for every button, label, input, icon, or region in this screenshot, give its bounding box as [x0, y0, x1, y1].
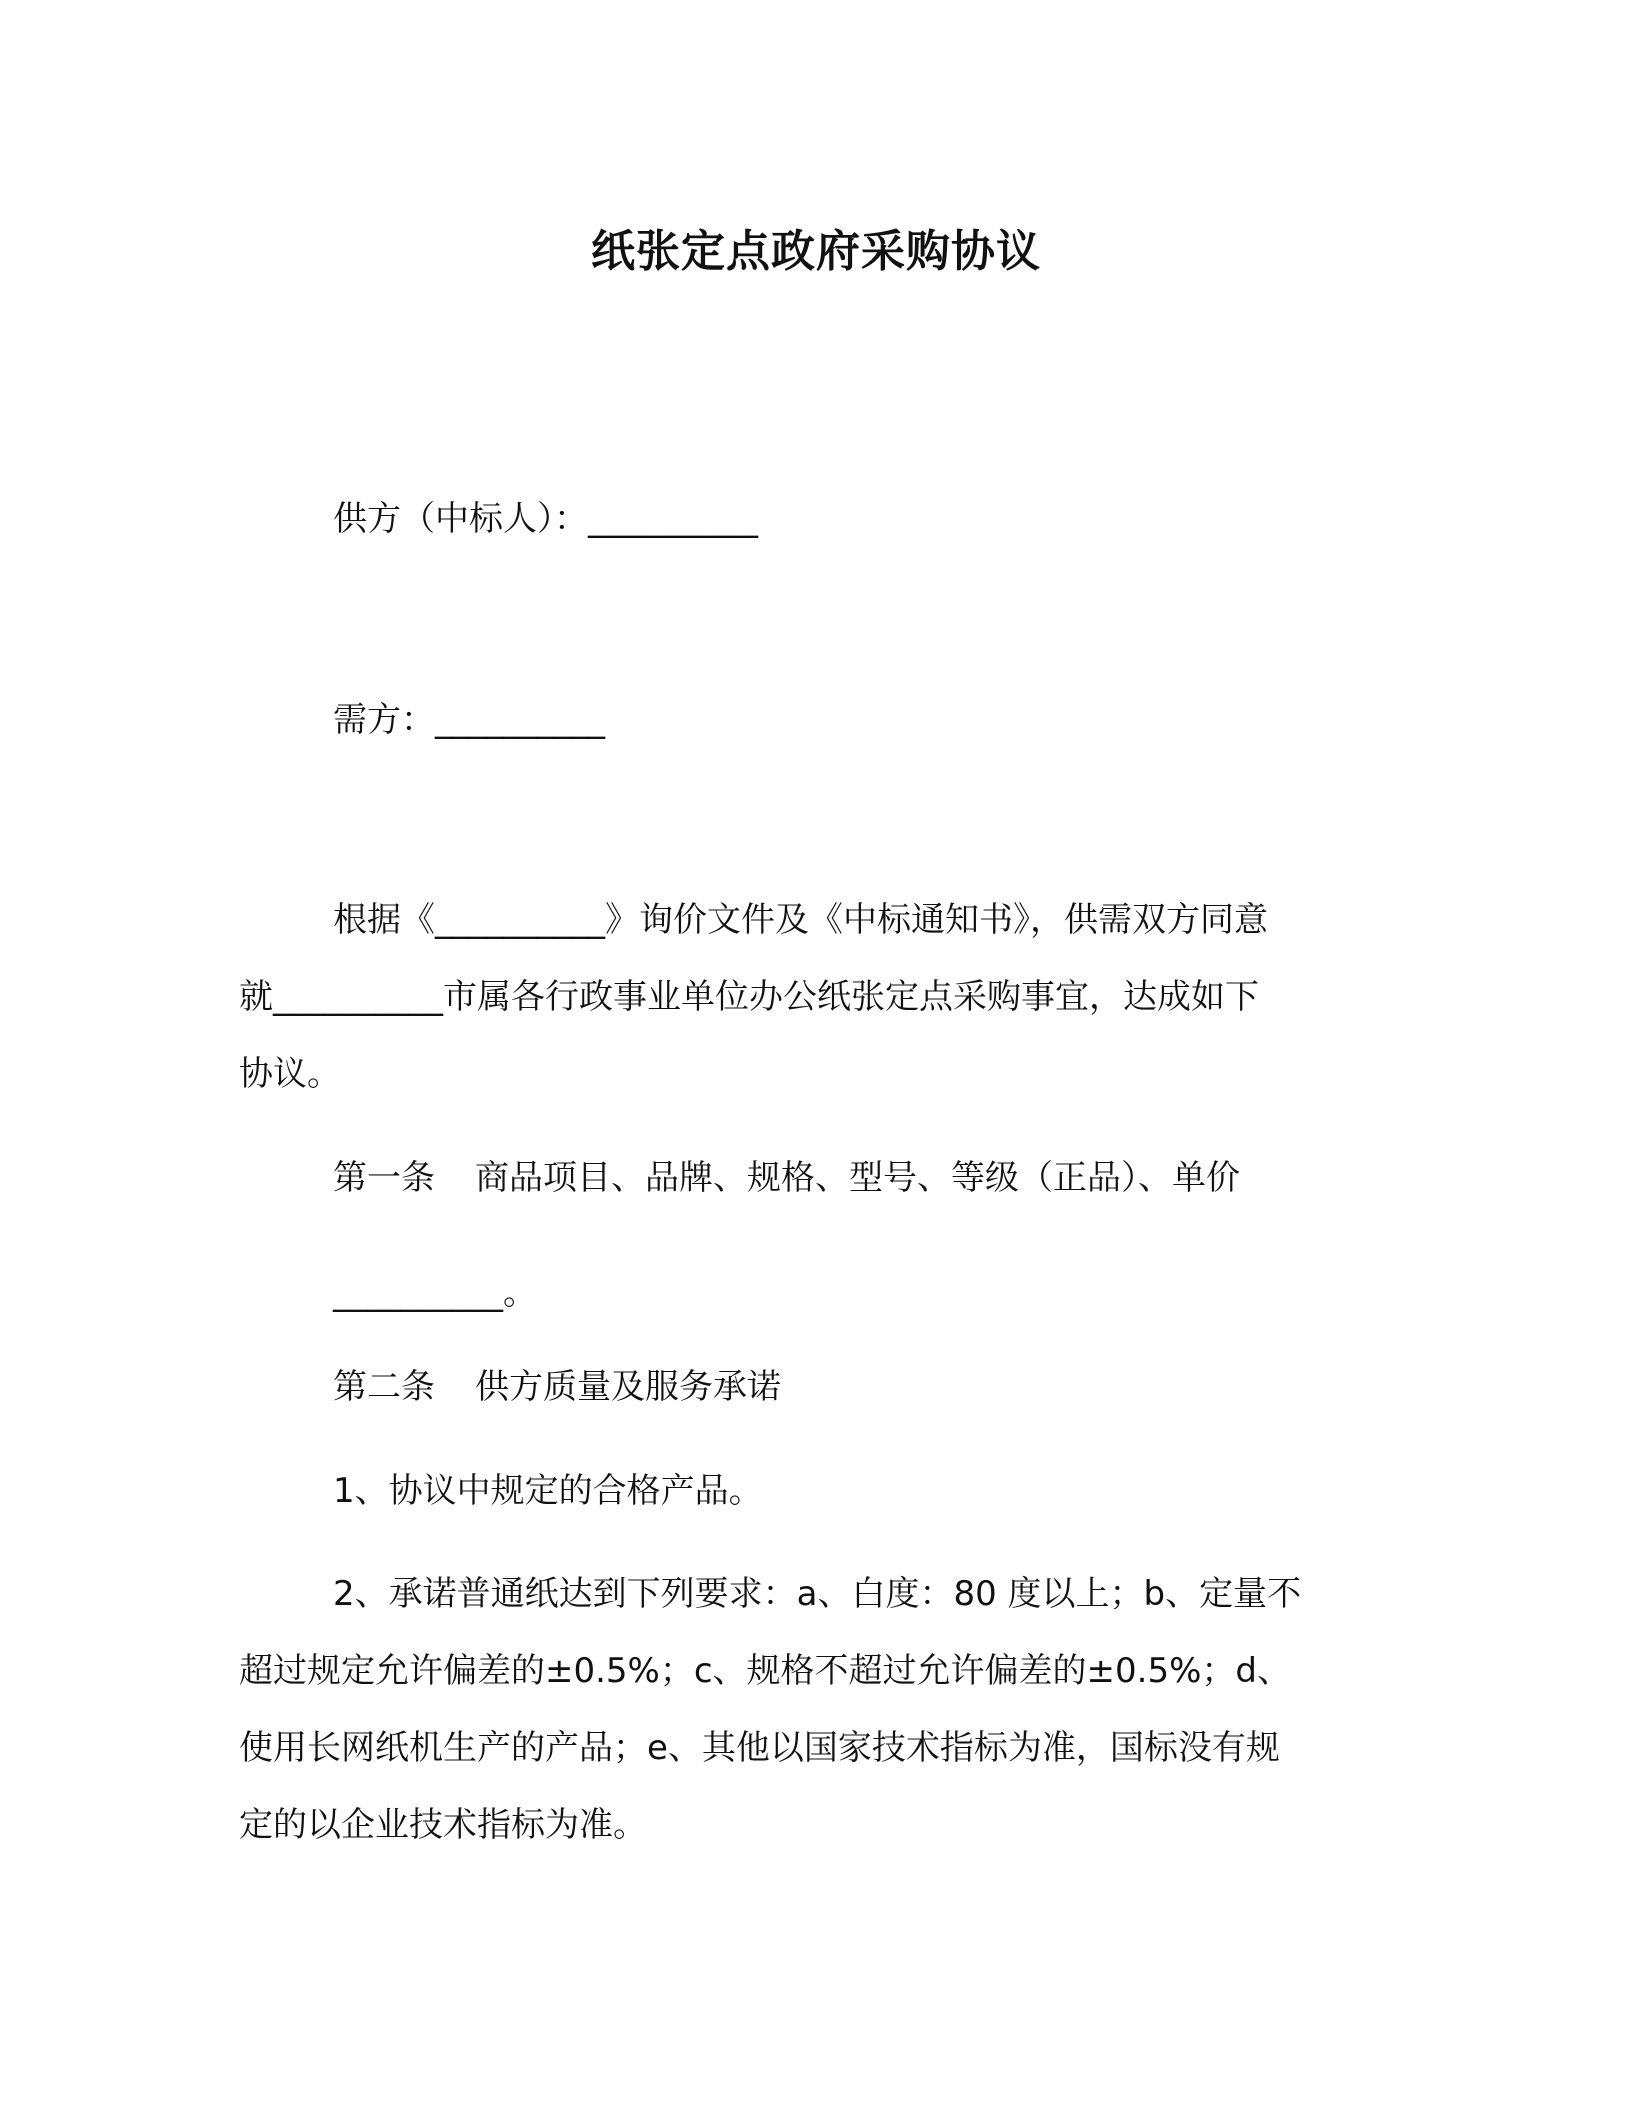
article-1-heading: [333, 1153, 1240, 1203]
article-2-item-1: 1、协议中规定的合格产品。: [333, 1471, 763, 1511]
article-2-number: 第二条: [333, 1367, 435, 1407]
article-1-number: 第一条: [333, 1158, 435, 1198]
article-2-item-2-line-4: 定的以企业技术指标为准。: [239, 1805, 647, 1845]
preamble-line-1: 根据《__________》询价文件及《中标通知书》，供需双方同意: [333, 900, 1268, 940]
article-1-blank-line: __________。: [333, 1273, 537, 1313]
article-2-item-2-line-2: 超过规定允许偏差的±0.5%；c、规格不超过允许偏差的±0.5%；d、: [239, 1651, 1292, 1691]
article-2-item-2-line-1: 2、承诺普通纸达到下列要求：a、白度：80 度以上；b、定量不: [333, 1574, 1302, 1614]
supplier-line: 供方（中标人）：__________: [333, 499, 758, 539]
preamble-line-3: 协议。: [239, 1054, 341, 1094]
preamble-line-2: 就__________市属各行政事业单位办公纸张定点采购事宜，达成如下: [239, 977, 1259, 1017]
article-2-title: 供方质量及服务承诺: [475, 1367, 781, 1407]
article-1-title: 商品项目、品牌、规格、型号、等级（正品）、单价: [475, 1158, 1240, 1198]
article-2-item-2-line-3: 使用长网纸机生产的产品；e、其他以国家技术指标为准，国标没有规: [239, 1728, 1280, 1768]
document-title: 纸张定点政府采购协议: [591, 226, 1041, 277]
article-2-heading: [333, 1362, 781, 1412]
buyer-line: 需方：__________: [333, 700, 605, 740]
